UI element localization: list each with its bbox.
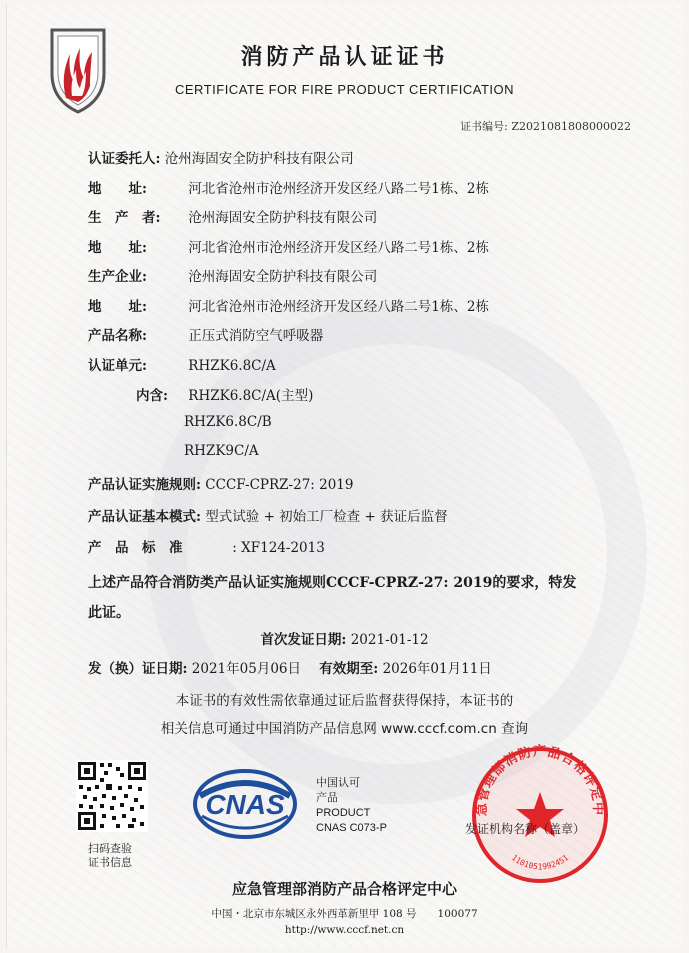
- statement-line-1: 上述产品符合消防类产品认证实施规则CCCF-CPRZ-27: 2019的要求，特发: [88, 575, 577, 591]
- issuing-organization: 应急管理部消防产品合格评定中心: [231, 880, 457, 898]
- standard-label: 产 品 标 准: [88, 540, 183, 556]
- manufacturer-address-value: 河北省沧州市沧州经济开发区经八路二号1栋、2栋: [188, 240, 489, 256]
- manufacturer-row: [88, 206, 377, 226]
- organization-url[interactable]: http://www.cccf.net.cn: [284, 924, 405, 936]
- standard-value: : XF124-2013: [232, 540, 325, 556]
- applicant-value: 沧州海固安全防护科技有限公司: [164, 151, 354, 167]
- factory-label: 生产企业:: [88, 269, 147, 285]
- standard-row: [88, 536, 325, 556]
- product-name-row: [88, 324, 323, 344]
- applicant-address-row: [88, 177, 489, 197]
- factory-address-row: [88, 295, 489, 315]
- factory-value: 沧州海固安全防护科技有限公司: [188, 269, 378, 285]
- qr-caption-line-2: 证书信息: [88, 856, 132, 869]
- statement-line-2: 此证。: [88, 605, 130, 621]
- accr-line-3: PRODUCT: [316, 807, 371, 819]
- rule-label: 产品认证实施规则:: [88, 477, 201, 493]
- applicant-address-label: 地 址:: [88, 181, 147, 197]
- seal-number: 1101051992451: [509, 853, 571, 872]
- statement: [88, 568, 608, 628]
- first-issue-value: 2021-01-12: [350, 632, 429, 648]
- applicant-row: [88, 147, 354, 167]
- organization-address: 中国・北京市东城区永外西革新里甲 108 号 100077: [211, 908, 478, 920]
- contains-item-b: RHZK6.8C/B: [184, 414, 272, 430]
- first-issue-date-row: [0, 628, 689, 648]
- cnas-logo-text: CNAS: [205, 789, 285, 820]
- mode-row: [88, 505, 448, 525]
- issue-date-label: 发（换）证日期:: [88, 661, 188, 677]
- cert-unit-value: RHZK6.8C/A: [188, 358, 276, 374]
- applicant-label: 认证委托人:: [88, 151, 161, 167]
- issuer-label: 发证机构名称（盖章）: [465, 822, 586, 836]
- qr-caption-line-1: 扫码查验: [88, 842, 132, 855]
- mode-label: 产品认证基本模式:: [88, 509, 201, 525]
- contains-label: 内含:: [136, 388, 168, 404]
- product-name-label: 产品名称:: [88, 328, 147, 344]
- notice-line-2: 相关信息可通过中国消防产品信息网 www.cccf.com.cn 查询: [160, 721, 529, 737]
- certificate-number: 证书编号: Z2021081808000022: [460, 120, 631, 133]
- rule-row: [88, 473, 354, 493]
- applicant-address-value: 河北省沧州市沧州经济开发区经八路二号1栋、2栋: [188, 181, 489, 197]
- accreditation-text: [316, 776, 387, 836]
- cnas-logo: [190, 766, 300, 846]
- manufacturer-value: 沧州海固安全防护科技有限公司: [188, 210, 378, 226]
- cert-unit-label: 认证单元:: [88, 358, 147, 374]
- expiry-value: 2026年01月11日: [382, 661, 492, 677]
- manufacturer-label: 生 产 者:: [88, 210, 161, 226]
- official-seal: [465, 740, 615, 894]
- expiry-label: 有效期至:: [319, 661, 379, 677]
- contains-row: [136, 384, 313, 404]
- contains-item-main: RHZK6.8C/A(主型): [188, 388, 314, 404]
- manufacturer-address-label: 地 址:: [88, 240, 147, 256]
- accr-line-4: CNAS C073-P: [316, 822, 387, 834]
- issue-date-value: 2021年05月06日: [191, 661, 301, 677]
- accr-line-1: 中国认可: [316, 777, 360, 789]
- accr-line-2: 产品: [316, 792, 338, 804]
- mode-value: 型式试验 + 初始工厂检查 + 获证后监督: [205, 509, 448, 525]
- manufacturer-address-row: [88, 236, 489, 256]
- first-issue-label: 首次发证日期:: [260, 632, 347, 648]
- factory-address-value: 河北省沧州市沧州经济开发区经八路二号1栋、2栋: [188, 299, 489, 315]
- title-chinese: 消防产品认证证书: [240, 44, 449, 70]
- cert-unit-row: [88, 354, 276, 374]
- notice-line-1: 本证书的有效性需依靠通过证后监督获得保持，本证书的: [175, 693, 514, 709]
- issue-expiry-row: [88, 657, 492, 677]
- qr-caption: [70, 842, 150, 870]
- factory-address-label: 地 址:: [88, 299, 147, 315]
- qr-code[interactable]: [76, 760, 148, 836]
- seal-text: 急管理部消防产品合格评定中: [474, 744, 606, 817]
- rule-value: CCCF-CPRZ-27: 2019: [205, 477, 354, 493]
- product-name-value: 正压式消防空气呼吸器: [188, 328, 324, 344]
- title-english: CERTIFICATE FOR FIRE PRODUCT CERTIFICATION: [174, 82, 515, 97]
- contains-item-row: [184, 443, 259, 459]
- contains-item-9c: RHZK9C/A: [184, 443, 259, 459]
- factory-row: [88, 265, 377, 285]
- contains-item-row: [184, 414, 272, 430]
